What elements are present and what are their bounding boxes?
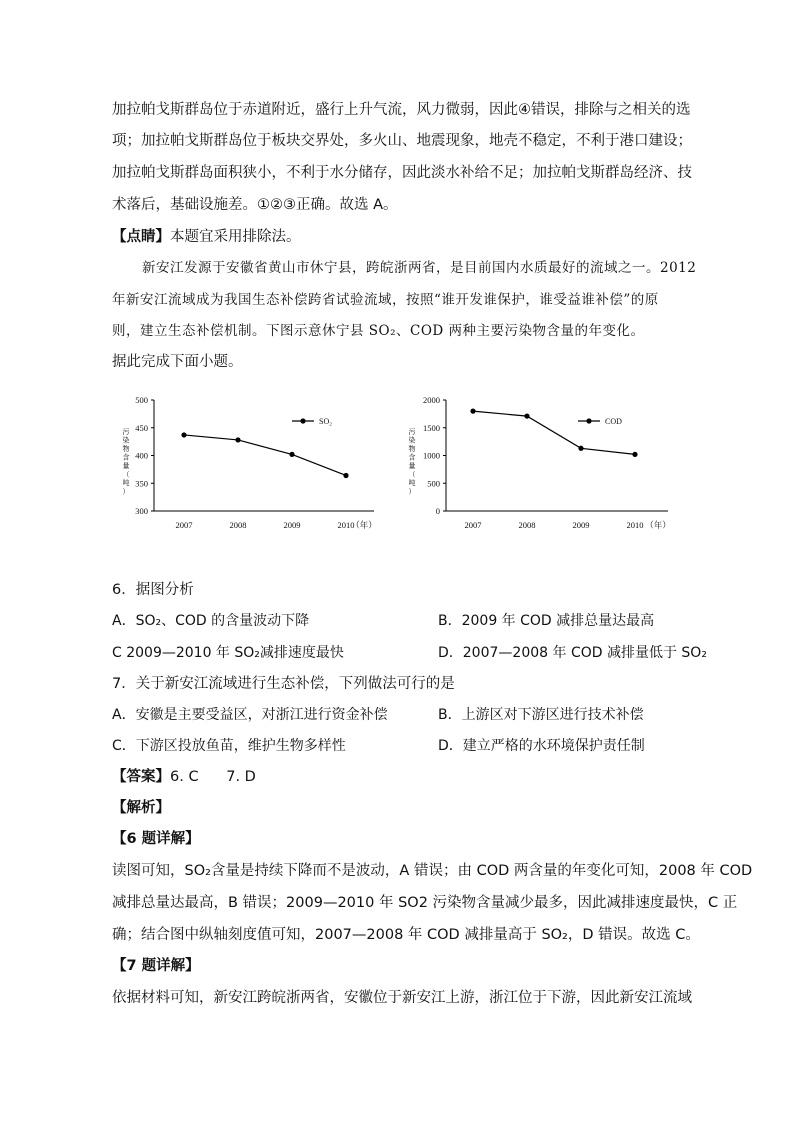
intro-line: 术落后，基础设施差。①②③正确。故选 A。 — [112, 197, 398, 213]
y-axis-title-char: 含 — [408, 453, 416, 462]
data-point — [578, 446, 583, 451]
x-tick-label: 2010 — [626, 520, 644, 530]
y-tick-label: 400 — [135, 450, 148, 461]
y-axis-title-char: 量 — [408, 462, 416, 470]
data-point — [524, 413, 529, 418]
data-point — [343, 473, 348, 478]
x-axis-unit: （年） — [645, 520, 671, 530]
q6-detail-line: 确；结合图中纵轴刻度值可知，2007—2008 年 COD 减排量高于 SO₂，D 错误。故选 C。 — [112, 927, 700, 943]
q7-option-a[interactable]: A．安徽是主要受益区，对浙江进行资金补偿 — [112, 707, 388, 723]
y-tick-label: 2000 — [423, 395, 440, 405]
q7-detail-label: 【7 题详解】 — [112, 958, 200, 974]
q7-stem: 7．关于新安江流域进行生态补偿，下列做法可行的是 — [112, 676, 455, 692]
tip-text: 本题宜采用排除法。 — [170, 229, 301, 245]
y-axis-title-char: 吨 — [408, 479, 416, 487]
intro-line: 项；加拉帕戈斯群岛位于板块交界处，多火山、地震现象，地壳不稳定，不利于港口建设； — [112, 133, 692, 149]
legend-marker — [300, 418, 305, 423]
q6-detail-label: 【6 题详解】 — [112, 831, 200, 847]
y-axis-title-char: 物 — [122, 445, 130, 453]
y-tick-label: 1500 — [423, 422, 440, 433]
answer-label: 【答案】 — [112, 769, 170, 785]
material-line: 则，建立生态补偿机制。下图示意休宁县 SO₂、COD 两种主要污染物含量的年变化。 — [112, 323, 645, 339]
data-point — [289, 452, 294, 457]
tip-label: 【点睛】 — [112, 229, 170, 245]
data-point — [470, 409, 475, 414]
y-axis-title-char: 污 — [122, 428, 130, 436]
x-tick-label: 2007 — [464, 520, 482, 530]
prompt-line: 据此完成下面小题。 — [112, 354, 243, 370]
y-tick-label: 1000 — [423, 450, 440, 461]
series-line — [184, 435, 346, 476]
q6-option-a[interactable]: A．SO₂、COD 的含量波动下降 — [112, 613, 310, 629]
q6-option-d[interactable]: D．2007—2008 年 COD 减排量低于 SO₂ — [438, 645, 707, 661]
y-tick-label: 450 — [135, 422, 148, 433]
q6-stem: 6．据图分析 — [112, 582, 194, 598]
material-line: 年新安江流域成为我国生态补偿跨省试验流域，按照“谁开发谁保护，谁受益谁补偿”的原 — [112, 292, 659, 308]
legend-marker — [586, 418, 591, 423]
y-axis-title-char: 物 — [408, 445, 416, 453]
analysis-label: 【解析】 — [112, 800, 170, 816]
y-tick-label: 0 — [435, 506, 440, 516]
y-axis-title-char: 染 — [122, 436, 130, 445]
data-point — [632, 452, 637, 457]
y-tick-label: 350 — [135, 478, 148, 489]
data-point — [235, 437, 240, 442]
x-tick-label: 2008 — [229, 520, 247, 530]
material-line: 新安江发源于安徽省黄山市休宁县，跨皖浙两省，是目前国内水质最好的流域之一。2012 — [142, 260, 697, 276]
x-tick-label: 2010 — [337, 520, 355, 530]
y-axis-title-char: 吨 — [122, 479, 130, 487]
x-axis-unit: （年） — [351, 520, 377, 530]
q6-option-c[interactable]: C 2009—2010 年 SO₂减排速度最快 — [112, 645, 344, 661]
y-axis-title-char: （ — [408, 470, 416, 479]
y-tick-label: 500 — [427, 478, 440, 489]
q6-detail-line: 读图可知，SO₂含量是持续下降而不是波动，A 错误；由 COD 两含量的年变化可知，2008 年 COD — [112, 863, 753, 879]
cod-line-chart — [398, 388, 698, 540]
x-tick-label: 2009 — [572, 520, 590, 530]
answer-text: 6. C 7. D — [170, 769, 256, 785]
legend-label: COD — [605, 417, 622, 426]
y-axis-title-char: 污 — [408, 428, 416, 436]
q7-option-c[interactable]: C．下游区投放鱼苗，维护生物多样性 — [112, 738, 346, 754]
y-axis-title-char: ） — [122, 487, 130, 496]
so2-line-chart — [112, 388, 402, 540]
x-tick-label: 2007 — [175, 520, 193, 530]
q6-option-b[interactable]: B．2009 年 COD 减排总量达最高 — [438, 613, 655, 629]
x-tick-label: 2009 — [283, 520, 301, 530]
x-tick-label: 2008 — [518, 520, 536, 530]
q7-option-d[interactable]: D．建立严格的水环境保护责任制 — [438, 738, 645, 754]
y-axis-title-char: （ — [122, 470, 130, 479]
legend-label: SO₂ — [319, 417, 333, 426]
y-axis-title-char: 含 — [122, 453, 130, 462]
q6-detail-line: 减排总量达最高，B 错误；2009—2010 年 SO2 污染物含量减少最多，因此减排速度最快，C 正 — [112, 895, 738, 911]
data-point — [181, 432, 186, 437]
y-axis-title-char: 量 — [122, 462, 130, 470]
q7-option-b[interactable]: B．上游区对下游区进行技术补偿 — [438, 707, 644, 723]
y-tick-label: 300 — [135, 506, 148, 516]
y-axis-title-char: 染 — [408, 436, 416, 445]
answer-line — [112, 767, 256, 787]
tip-line — [112, 227, 301, 247]
q7-detail-line: 依据材料可知，新安江跨皖浙两省，安徽位于新安江上游，浙江位于下游，因此新安江流域 — [112, 990, 692, 1006]
y-tick-label: 500 — [135, 395, 148, 405]
intro-line: 加拉帕戈斯群岛位于赤道附近，盛行上升气流，风力微弱，因此④错误，排除与之相关的选 — [112, 102, 691, 118]
y-axis-title-char: ） — [408, 487, 416, 496]
intro-line: 加拉帕戈斯群岛面积狭小，不利于水分储存，因此淡水补给不足；加拉帕戈斯群岛经济、技 — [112, 165, 692, 181]
